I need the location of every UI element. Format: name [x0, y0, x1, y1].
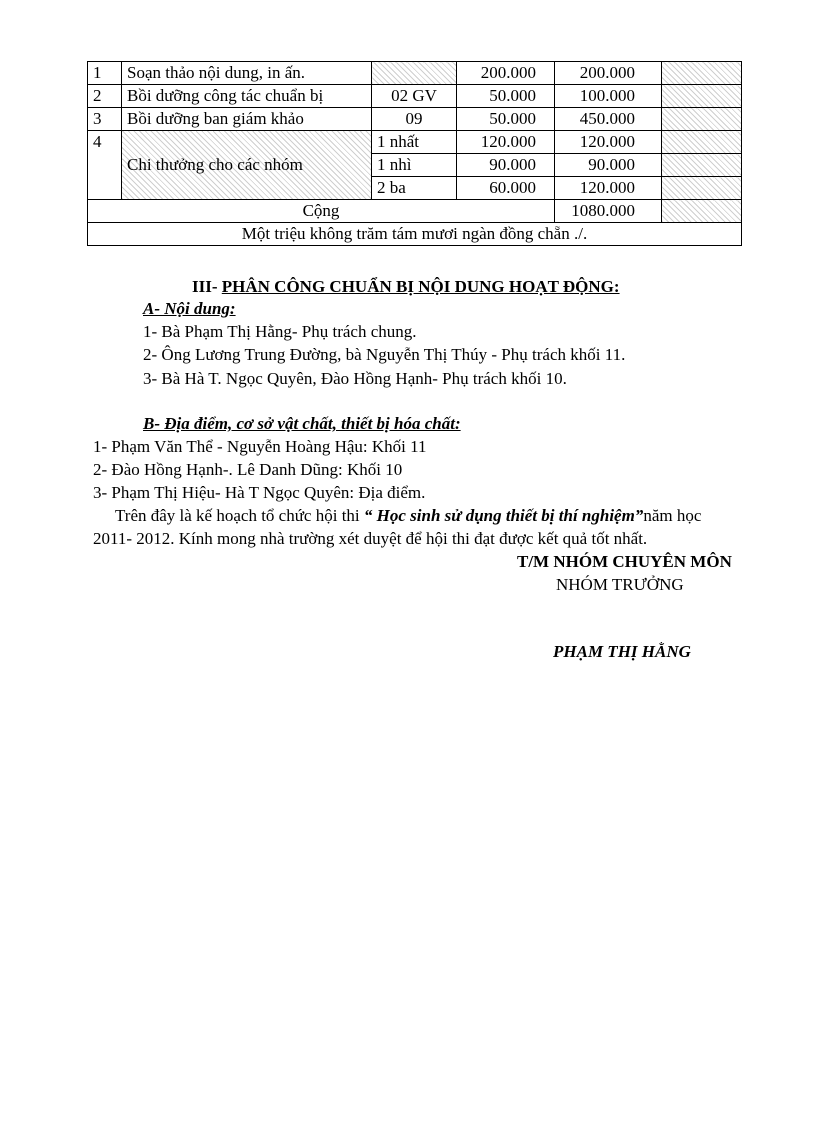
budget-table: [87, 61, 742, 246]
table-row: [88, 108, 742, 131]
list-item: 1- Phạm Văn Thể - Nguyễn Hoàng Hậu: Khối 11: [93, 437, 427, 456]
row-amount: 90.000: [555, 154, 662, 177]
row-amount: 120.000: [555, 131, 662, 154]
closing-text: Trên đây là kế hoạch tổ chức hội thi: [115, 506, 364, 525]
row-unit-price: 50.000: [457, 85, 555, 108]
closing-paragraph-line-2: 2011- 2012. Kính mong nhà trường xét duyệt để hội thi đạt được kết quả tốt nhất.: [93, 529, 648, 548]
row-number: 2: [88, 85, 122, 108]
row-unit-price: 50.000: [457, 108, 555, 131]
signature-org: T/M NHÓM CHUYÊN MÔN: [517, 552, 732, 571]
list-item: 3- Bà Hà T. Ngọc Quyên, Đào Hồng Hạnh- Phụ trách khối 10.: [143, 369, 567, 388]
row-amount: 450.000: [555, 108, 662, 131]
list-item: 1- Bà Phạm Thị Hằng- Phụ trách chung.: [143, 322, 417, 341]
row-amount: 120.000: [555, 177, 662, 200]
table-row: [88, 62, 742, 85]
row-quantity: 02 GV: [372, 85, 457, 108]
list-item: 3- Phạm Thị Hiệu- Hà T Ngọc Quyên: Địa điểm.: [93, 483, 426, 502]
row-amount: 100.000: [555, 85, 662, 108]
row-quantity: 1 nhất: [372, 131, 457, 154]
in-words-row: [88, 223, 742, 246]
contest-name: “ Học sinh sử dụng thiết bị thí nghiệm”: [363, 506, 644, 525]
row-unit-price: 120.000: [457, 131, 555, 154]
row-note: [662, 62, 742, 85]
row-number: 4: [88, 131, 122, 200]
table-row: [88, 85, 742, 108]
row-amount: 200.000: [555, 62, 662, 85]
row-unit-price: 200.000: [457, 62, 555, 85]
signature-name: PHẠM THỊ HẰNG: [553, 642, 691, 661]
total-row: [88, 200, 742, 223]
total-label: Cộng: [88, 200, 555, 223]
closing-text-end: năm học: [643, 506, 702, 525]
signature-role: NHÓM TRƯỞNG: [556, 575, 684, 594]
table-row: [88, 131, 742, 154]
list-item: 2- Đào Hồng Hạnh-. Lê Danh Dũng: Khối 10: [93, 460, 403, 479]
closing-paragraph-line-1: [115, 505, 701, 527]
row-quantity: 2 ba: [372, 177, 457, 200]
row-note: [662, 200, 742, 223]
row-note: [662, 108, 742, 131]
part-b-title: B- Địa điểm, cơ sở vật chất, thiết bị hóa chất:: [143, 414, 461, 433]
row-content: Bồi dưỡng ban giám khảo: [122, 108, 372, 131]
row-number: 3: [88, 108, 122, 131]
total-value: 1080.000: [555, 200, 662, 223]
total-in-words: Một triệu không trăm tám mươi ngàn đồng chẵn ./.: [88, 223, 742, 246]
part-a-title: A- Nội dung:: [143, 299, 236, 318]
list-item: 2- Ông Lương Trung Đường, bà Nguyễn Thị Thúy - Phụ trách khối 11.: [143, 345, 626, 364]
row-number: 1: [88, 62, 122, 85]
row-unit-price: 60.000: [457, 177, 555, 200]
section-number: III-: [192, 277, 218, 296]
row-note: [662, 177, 742, 200]
row-content: Soạn thảo nội dung, in ấn.: [122, 62, 372, 85]
row-quantity: [372, 62, 457, 85]
section-title: PHÂN CÔNG CHUẨN BỊ NỘI DUNG HOẠT ĐỘNG:: [221, 277, 620, 296]
row-quantity: 1 nhì: [372, 154, 457, 177]
row-unit-price: 90.000: [457, 154, 555, 177]
row-note: [662, 131, 742, 154]
row-content: Chi thưởng cho các nhóm: [122, 131, 372, 200]
row-quantity: 09: [372, 108, 457, 131]
row-content: Bồi dưỡng công tác chuẩn bị: [122, 85, 372, 108]
row-note: [662, 85, 742, 108]
row-note: [662, 154, 742, 177]
section-heading: [192, 276, 620, 298]
